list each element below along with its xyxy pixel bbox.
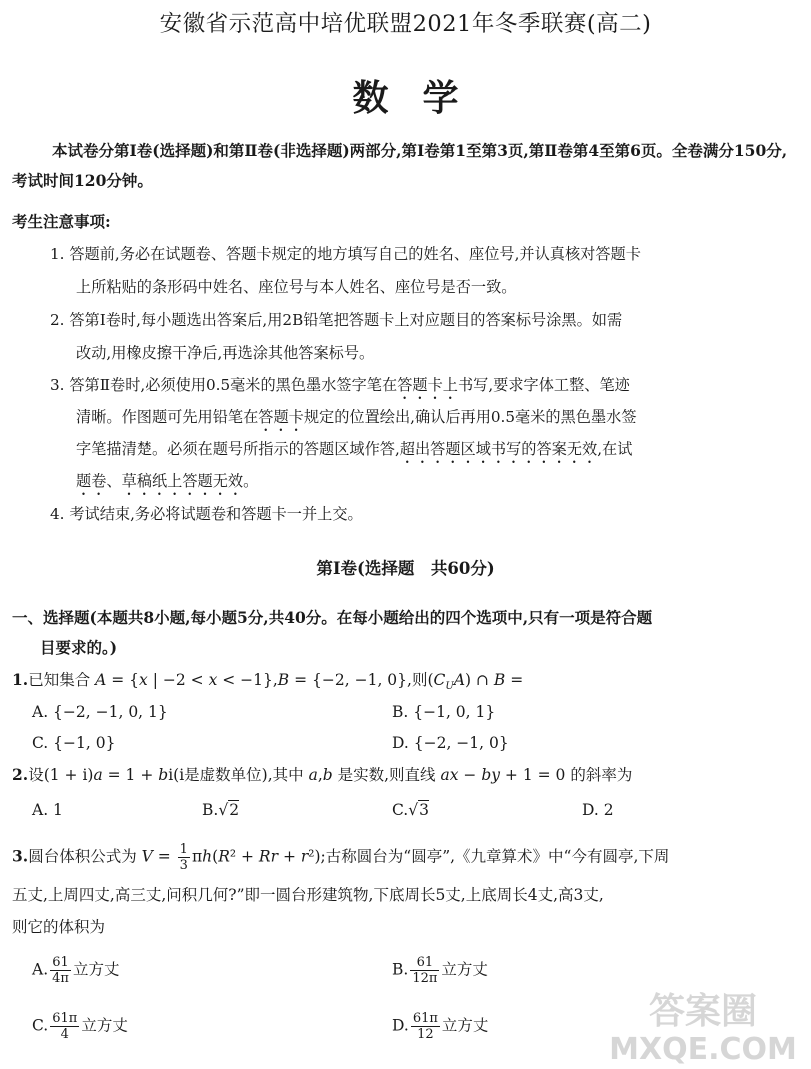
stem-text: + [278,847,301,866]
notice-item-3-line-1 [50,374,630,403]
math-var: ax [440,766,459,784]
question-number: 2. [12,765,29,784]
notice-text: 字笔描清楚。必须在题号所指示的答题区域作答, [76,440,400,458]
stem-text: | −2 < [147,671,209,689]
fraction-denominator: 12 [417,1027,434,1042]
stem-text: π [191,847,203,866]
stem-text: ( [212,847,219,866]
q1-option-d[interactable]: D. {−2, −1, 0} [392,734,509,752]
stem-text: ² + [229,847,259,866]
emphasis-text: 答题卡 [258,408,304,426]
q2-option-d[interactable]: D. 2 [582,801,614,819]
fraction-numerator: 61 [410,955,439,971]
math-var: b [322,766,333,784]
stem-text: 是实数,则直线 [332,766,441,784]
math-var: Rr [258,847,279,866]
math-var: C [433,671,446,689]
question-number: 1. [12,670,29,689]
math-var: b [158,766,169,784]
q1-option-a[interactable]: A. {−2, −1, 0, 1} [32,703,168,721]
notice-item-3-line-2 [76,406,637,435]
math-var: A [95,671,107,689]
exam-intro: 本试卷分第Ⅰ卷(选择题)和第Ⅱ卷(非选择题)两部分,第Ⅰ卷第1至第3页,第Ⅱ卷第4至第6页。全卷满分150分,考试时间120分钟。 [12,141,788,190]
question-number: 3. [12,846,29,866]
notice-heading: 考生注意事项: [12,212,111,231]
fraction-numerator: 61π [412,1011,438,1026]
section-title: 第Ⅰ卷(选择题 共60分) [316,559,495,578]
stem-text: = 1 + [102,766,159,784]
stem-text: 设(1 + i) [28,766,94,784]
fraction [410,955,439,986]
notice-text: ,在试 [597,440,633,458]
question-3-line-3: 则它的体积为 [12,918,106,936]
fraction-denominator: 4π [52,971,69,986]
q2-option-c[interactable] [392,799,429,821]
notice-item-4: 4. 考试结束,务必将试题卷和答题卡一并上交。 [50,505,363,523]
notice-text: 书写,要求字体工整、笔迹 [457,376,630,394]
notice-item-2-line-2: 改动,用橡皮擦干净后,再选涂其他答案标号。 [76,344,375,362]
notice-item-1-line-1: 1. 答题前,务必在试题卷、答题卡规定的地方填写自己的姓名、座位号,并认真核对答题卡 [50,245,641,263]
fraction-numerator: 1 [179,842,188,857]
q3-option-a[interactable] [32,955,119,986]
stem-text: i(i是虚数单位),其中 [168,766,309,784]
watermark-brand: 答案圈 [648,991,758,1032]
emphasis-text: 题卷 [76,472,107,490]
fraction [50,1011,79,1042]
stem-text: ) ∩ [465,671,494,689]
math-var: r [300,847,309,866]
q1-option-c[interactable]: C. {−1, 0} [32,734,116,752]
q3-option-c[interactable] [32,1011,128,1042]
math-var: x [139,671,148,689]
stem-text: = {−2, −1, 0},则( [289,671,434,689]
stem-text: = { [106,671,140,689]
part-heading-line-2: 目要求的。) [40,638,118,657]
option-label: C. [32,1016,49,1035]
q3-option-b[interactable] [392,955,488,986]
notice-item-3-line-3 [76,438,632,467]
q1-option-b[interactable]: B. {−1, 0, 1} [392,703,496,721]
notice-text: 规定的位置绘出,确认后再用0.5毫米的黑色墨水签 [303,408,637,426]
question-3-line-2: 五丈,上周四丈,高三丈,问积几何?”即一圆台形建筑物,下底周长5丈,上底周长4丈,高3丈, [12,886,604,904]
radicand: 3 [419,801,429,819]
option-unit: 立方丈 [72,960,120,979]
fraction [50,955,71,986]
math-var: B [277,671,290,689]
radicand: 2 [229,801,240,819]
notice-text: 清晰。作图题可先用铅笔在 [76,408,259,426]
stem-text: = [152,847,176,866]
option-label: D. [392,1016,409,1035]
site-watermark [603,983,803,1065]
stem-text: + 1 = 0 的斜率为 [500,766,633,784]
math-var: a [308,766,318,784]
sqrt-icon: √ [408,801,419,819]
fraction [178,842,190,873]
watermark-site: MXQE.COM [609,1032,797,1065]
stem-text: ²);古称圆台为“圆亭”,《九章算术》中“今有圆亭,下周 [308,847,670,866]
math-var: by [481,766,500,784]
math-var: a [93,766,103,784]
notice-item-3-line-4 [76,470,258,499]
option-label: B. [392,960,409,979]
emphasis-text: 答题卡上 [397,376,458,394]
q3-option-d[interactable] [392,1011,488,1042]
math-var: A [453,671,466,689]
question-2-stem [12,764,632,786]
q2-option-b[interactable] [202,799,239,821]
notice-text: 、 [106,472,122,490]
math-var: B [493,671,506,689]
math-var: V [141,847,153,866]
part-heading-line-1: 一、选择题(本题共8小题,每小题5分,共40分。在每小题给出的四个选项中,只有一项是符合题 [12,608,653,627]
fraction-numerator: 61π [52,1011,78,1026]
fraction-denominator: 4 [60,1027,69,1042]
subject-title: 数学 [352,78,493,119]
emphasis-text: 超出答题区域书写的答案无效 [399,440,598,458]
stem-text: < −1}, [217,671,278,689]
stem-text: = [505,671,524,689]
fraction-denominator: 12π [412,971,438,986]
q2-option-a[interactable]: A. 1 [32,801,63,819]
stem-text: − [458,766,482,784]
stem-text: , [317,766,323,784]
fraction-numerator: 61 [50,955,71,971]
exam-title: 安徽省示范高中培优联盟2021年冬季联赛(高二) [159,11,652,37]
option-label: A. [32,960,49,979]
notice-item-2-line-1: 2. 答第Ⅰ卷时,每小题选出答案后,用2B铅笔把答题卡上对应题目的答案标号涂黑。如需 [50,311,623,329]
math-var: h [202,847,213,866]
stem-text: 已知集合 [28,671,96,689]
fraction-denominator: 3 [179,858,188,873]
math-var: U [445,681,454,693]
option-label: C. [392,801,409,819]
option-label: B. [202,801,219,819]
option-unit: 立方丈 [441,960,488,979]
option-unit: 立方丈 [81,1016,128,1035]
notice-text: 。 [243,472,259,490]
option-unit: 立方丈 [441,1016,489,1035]
math-var: x [208,671,218,689]
fraction [411,1011,440,1042]
question-3-line-1 [12,842,669,873]
emphasis-text: 草稿纸上答题无效 [121,472,244,490]
math-var: R [218,847,230,866]
question-1-stem [12,669,523,698]
stem-text: 圆台体积公式为 [28,847,142,866]
notice-item-1-line-2: 上所粘贴的条形码中姓名、座位号与本人姓名、座位号是否一致。 [76,278,517,296]
sqrt-icon: √ [218,801,229,819]
notice-text: 3. 答第Ⅱ卷时,必须使用0.5毫米的黑色墨水签字笔在 [50,376,398,394]
